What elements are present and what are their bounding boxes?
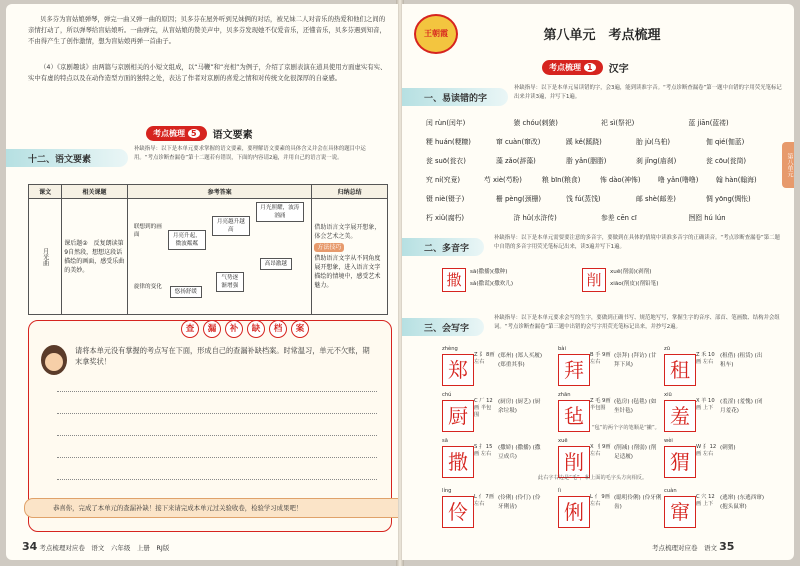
char-words: (聪明伶俐) (伶牙俐齿) — [614, 495, 662, 510]
section-1-header — [542, 60, 629, 75]
brand-logo: 王朝霞 — [414, 14, 458, 54]
char-meta: X 刂 9画 左右 — [590, 444, 611, 457]
word-item: 饯 fú(蒸饯) — [566, 194, 601, 203]
section-5-header — [146, 126, 253, 141]
polyphone-1-reading-b: sǎ(撒谎)(撒欢儿) — [470, 281, 514, 287]
word-item: 怖 dào(神怖) — [600, 175, 641, 184]
char-box: 撒 — [442, 446, 474, 478]
title-char: 案 — [291, 320, 309, 338]
table-header: 课文 — [29, 185, 62, 199]
category-12-label: 十二、语文要素 — [6, 149, 128, 167]
scene-label: 联想到的画面 — [133, 223, 162, 238]
word-item: 参差 cēn cī — [601, 213, 637, 222]
word-item: 瓮 suō(瓮衣) — [426, 156, 466, 165]
scene-box-2: 月亮越升越高 — [212, 216, 250, 236]
word-item: 瓮 cōu(瓮筒) — [706, 156, 747, 165]
summary-1: 借助语言文字展开想象，体会艺术之美。 — [314, 224, 381, 240]
word-row — [426, 131, 776, 150]
char-words: (逃窜) (东逃西窜) (抱头鼠窜) — [720, 495, 765, 510]
table-header: 相关课题 — [62, 185, 128, 199]
word-item: 囫囵 hú lún — [688, 213, 726, 222]
word-item: 窜 cuàn(窜改) — [496, 137, 541, 146]
category-2-label: 二、多音字 — [402, 238, 484, 256]
paragraph-2: （4）《京剧趣谈》由两篇与京剧相关的小短文组成，以“马鞭”和“亮相”为例子，介绍了京剧表演在道具使用方面虚实有实、实中有虚的特点以及在动作造型方面的独特之处，表达了作者对京剧的喜爱之情和对传统文化很深厚的自豪感。 — [28, 63, 387, 82]
polyphone-2-reading-a: xuē(削弱)(剥削) — [610, 269, 652, 275]
char-box: 窜 — [664, 496, 696, 528]
word-row — [426, 207, 776, 226]
section-1-badge: 考点梳理 1 — [542, 60, 603, 75]
melody-box-3: 高昂激越 — [260, 258, 292, 270]
char-meta: W 犭 12画 左右 — [696, 444, 717, 457]
panel-title — [179, 320, 311, 338]
char-meta: Z 阝 8画 左右 — [474, 352, 495, 365]
char-meta: L 亻 7画 左右 — [474, 494, 494, 507]
title-char: 档 — [269, 320, 287, 338]
char-pinyin: zhèng — [442, 346, 458, 352]
write-line[interactable] — [57, 479, 377, 480]
char-words: (厨房) (厨艺) (厨余垃圾) — [498, 399, 541, 414]
right-footer — [652, 540, 734, 553]
char-pinyin: líng — [442, 488, 452, 494]
category-2-note: 补缺指导：以下是本单元需要要注意的多音字，要做到在具体的情境中读准多音字的正确读音。“考点诊断查漏卷”第二题中自错的多音字用荧光笔标记出来，读3遍并写下1遍。 — [494, 235, 780, 250]
char-meta: Z 禾 10画 左右 — [696, 352, 715, 365]
word-item: 噜 yǎn(噜噜) — [658, 175, 699, 184]
word-item: 朽 xiǔ(腐朽) — [426, 213, 465, 222]
word-item: 猿 chóu(刺猿) — [513, 118, 558, 127]
char-words: (羞涩) (羞愧) (闭月羞花) — [720, 399, 763, 414]
tip-1: “毡”的两个字的笔顺是“撇”。 — [592, 425, 660, 431]
char-box: 毡 — [558, 400, 590, 432]
word-item: 镊 niè(镊子) — [426, 194, 465, 203]
title-char: 查 — [181, 320, 199, 338]
polyphone-2-reading-b: xiāo(削皮)(削铅笔) — [610, 281, 659, 287]
section-1-title: 汉字 — [608, 64, 629, 75]
char-box: 俐 — [558, 496, 590, 528]
char-meta: L 亻 9画 左右 — [590, 494, 610, 507]
tip-2: 此右字右边是“毛”，和上面的毛字头方向相反。 — [538, 475, 648, 481]
char-box: 租 — [664, 354, 696, 386]
char-meta: S 扌 15画 左右 — [474, 444, 493, 457]
word-item: 栅 pèng(颈栅) — [496, 194, 541, 203]
title-char: 缺 — [247, 320, 265, 338]
char-box: 拜 — [558, 354, 590, 386]
category-3-note: 补缺指导：以下是本单元要求会写的生字，要做到正确书写、规范地写写，掌握生字的音序、部首、笔画数、结构并会组词。“考点诊断查漏卷”第三题中出错的会写字用荧光笔标记出来，并抄写2遍。 — [494, 315, 780, 330]
word-item: 究 ní(究竟) — [426, 175, 461, 184]
char-box: 猬 — [664, 446, 696, 478]
panel-instruction: 请将本单元没有掌握的考点写在下面，形成自己的查漏补缺档案。时常温习，单元不欠账，期末拿奖状！ — [75, 346, 370, 366]
word-item: 粮 bīn(粮食) — [542, 175, 581, 184]
word-row — [426, 112, 776, 131]
summary-2: 借助语言文字从不同角度展开想象，进入语言文字描绘的情境中，感受艺术魅力。 — [314, 255, 381, 289]
char-box: 厨 — [442, 400, 474, 432]
char-words: (刺猬) — [720, 445, 736, 451]
write-line[interactable] — [57, 413, 377, 414]
word-item: 藻 zǎo(辞藻) — [496, 156, 536, 165]
word-grid — [426, 112, 776, 226]
melody-box-1: 悠扬舒缓 — [170, 286, 202, 298]
char-box: 削 — [558, 446, 590, 478]
category-3-label: 三、会写字 — [402, 318, 484, 336]
word-row — [426, 150, 776, 169]
summary-cell — [312, 199, 388, 315]
text-name: 月光曲 — [29, 199, 62, 315]
section-5-badge: 考点梳理 5 — [146, 126, 207, 141]
word-item: 惆 yōng(惆怅) — [706, 194, 751, 203]
page-number: 35 — [719, 540, 735, 553]
write-line[interactable] — [57, 435, 377, 436]
char-box: 羞 — [664, 400, 696, 432]
polyphone-char-2: 削 — [582, 268, 606, 292]
polyphone-1-reading-a: sā(撒播)(撒种) — [470, 269, 508, 275]
char-pinyin: zhān — [558, 392, 571, 398]
melody-label: 旋律的变化 — [133, 283, 162, 290]
char-pinyin: xuē — [558, 438, 568, 444]
method-badge: 方法技巧 — [314, 243, 344, 252]
word-item: 翰 hàn(翰海) — [716, 175, 757, 184]
title-char: 漏 — [203, 320, 221, 338]
title-char: 补 — [225, 320, 243, 338]
char-words: (崇拜) (拜访) (甘拜下风) — [614, 353, 657, 368]
right-page — [402, 4, 794, 560]
char-words: (削减) (削弱) (削足适履) — [614, 445, 657, 460]
word-row — [426, 169, 776, 188]
word-item: 蓝 jiān(蓝褛) — [688, 118, 729, 127]
footer-text: 考点梳理对应卷 语文 六年级 上册 RJ版 — [39, 544, 170, 552]
char-pinyin: xiū — [664, 392, 672, 398]
scene-box-3: 月光照耀，波涛汹涌 — [256, 202, 304, 222]
char-box: 伶 — [442, 496, 474, 528]
char-words: (伶俐) (伶仃) (伶牙俐齿) — [498, 495, 541, 510]
char-pinyin: bài — [558, 346, 566, 352]
grammar-table — [28, 184, 388, 315]
melody-box-2: 气势逐渐增强 — [216, 272, 244, 292]
char-pinyin: zū — [664, 346, 671, 352]
scene-box-1: 月亮升起，微波粼粼 — [168, 230, 206, 250]
word-item: 闰 rùn(闰年) — [426, 118, 466, 127]
word-row — [426, 188, 776, 207]
write-line[interactable] — [57, 391, 377, 392]
table-header: 参考答案 — [127, 185, 312, 199]
char-box: 郑 — [442, 354, 474, 386]
char-meta: B 手 9画 左右 — [590, 352, 611, 365]
write-line[interactable] — [57, 457, 377, 458]
word-item: 胎 jù(乌桕) — [636, 137, 671, 146]
footer-text: 考点梳理对应卷 语文 — [652, 544, 717, 552]
congrats-bar: 恭喜你，完成了本单元的查漏补缺！接下来请完成本单元过关验收卷，检验学习成果吧！ — [24, 498, 398, 518]
category-1-label: 一、易读错的字 — [402, 88, 508, 106]
left-footer — [22, 540, 169, 553]
word-item: 芍 xiè(芍粉) — [484, 175, 522, 184]
paragraph-1: 贝多芬为盲姑娘弹琴，弹完一曲又弹一曲的原因；贝多芬在屋外听到兄妹俩的对话，被兄妹二人对音乐的热爱和他们之间的亲情打动了，所以弹琴给盲姑娘听。一曲弹完，从盲姑娘的赞美声中，贝多芬发现她不仅爱音乐，还懂音乐，贝多芬遇到知音，不由得产生了创作激情，想为盲姑娘再弹一首曲子。 — [28, 15, 386, 45]
word-item: 蹊 kě(蹊跷) — [566, 137, 602, 146]
char-words: (毡房) (毡毯) (如坐针毡) — [614, 399, 657, 414]
char-meta: C 厂 12画 半包围 — [474, 398, 493, 418]
char-pinyin: lì — [558, 488, 561, 494]
category-12-note: 补缺指导：以下是本单元要求掌握的语文要素，要理解语文要素的具体含义并会在具体的题目中运用。“考点诊断查漏卷”第十二题若有错误，下面的内容请2遍，并用自己的语言说一说。 — [134, 146, 366, 161]
char-words: (郑州) (郑人买履) (郑重其事) — [498, 353, 543, 368]
word-item: 脂 yǎn(胭脂) — [566, 156, 607, 165]
char-words: (租借) (租赁) (出租车) — [720, 353, 763, 368]
char-pinyin: wèi — [664, 438, 673, 444]
related-question: 课后题② 反复朗读第9自然段，想想这段话描绘的画面，感受乐曲的美妙。 — [62, 199, 128, 315]
section-5-title: 语文要素 — [212, 130, 253, 141]
char-pinyin: cuàn — [664, 488, 677, 494]
left-page — [6, 4, 398, 560]
student-face — [45, 353, 63, 371]
page-number: 34 — [22, 540, 38, 553]
category-1-note: 补缺指导：以下是本单元易读错的字，会3遍，能到读准字音。“考点诊断查漏卷”第一题中自错的字用荧光笔标记出来并读3遍，并写下1遍。 — [514, 85, 782, 100]
word-item: 祀 sì(祭祀) — [601, 118, 635, 127]
char-meta: X 羊 10画 上下 — [696, 398, 715, 411]
word-item: 刹 jǐng(庙刹) — [636, 156, 677, 165]
char-meta: Z 毛 9画 半包围 — [590, 398, 611, 411]
word-item: 浒 hǔ(水浒传) — [513, 213, 557, 222]
word-item: 粳 huán(粳糠) — [426, 137, 471, 146]
word-item: 邮 shè(邮差) — [636, 194, 676, 203]
char-pinyin: sā — [442, 438, 448, 444]
char-meta: C 穴 12画 上下 — [696, 494, 715, 507]
polyphone-char-1: 撒 — [442, 268, 466, 292]
word-item: 伽 qié(伽蓝) — [706, 137, 745, 146]
answer-diagram — [127, 199, 312, 315]
unit-side-tab[interactable]: 第八单元 — [782, 142, 794, 188]
unit-title: 第八单元 考点梳理 — [543, 28, 661, 43]
char-words: (撒娇) (撒播) (撒豆成兵) — [498, 445, 541, 460]
table-header: 归纳总结 — [312, 185, 388, 199]
char-pinyin: chú — [442, 392, 452, 398]
